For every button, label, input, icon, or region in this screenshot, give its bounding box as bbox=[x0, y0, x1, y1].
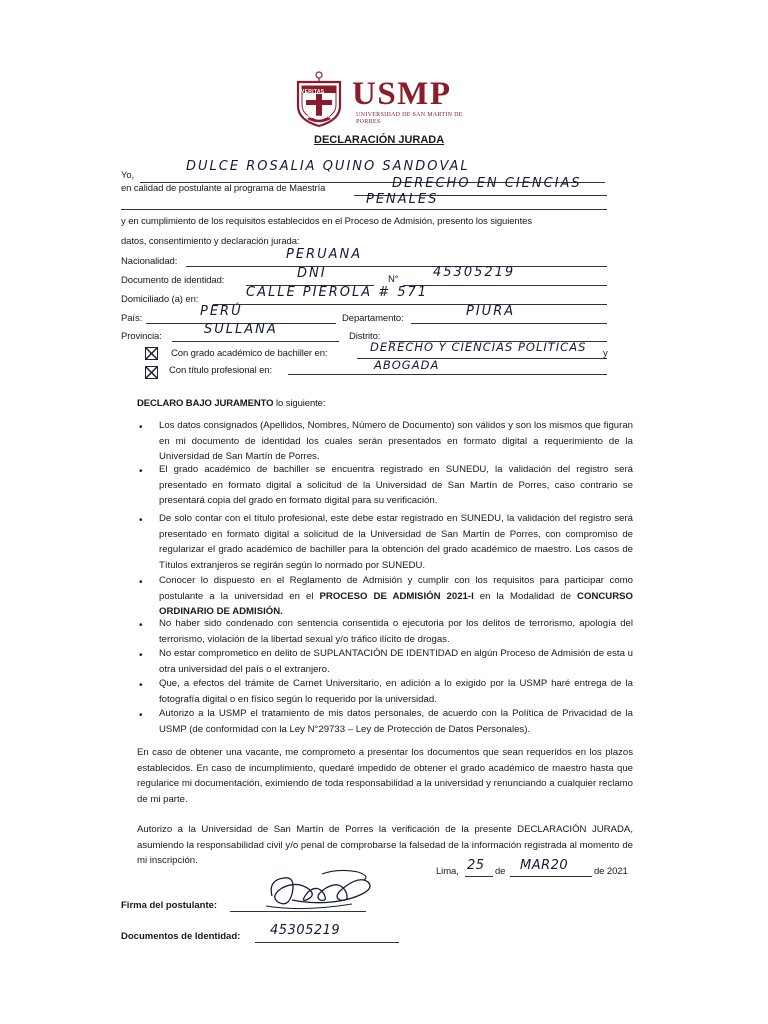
bullet-dot: • bbox=[139, 515, 143, 526]
bullet-item-1: Los datos consignados (Apellidos, Nombres, Número de Documento) son válidos y son los mismos que figuran en mi documento de identidad los cuales serán presentados en formato digital a requerimiento de la Universidad de San Martín de Porres. bbox=[159, 420, 633, 462]
fecha-lugar: Lima, bbox=[436, 866, 459, 877]
crest-icon bbox=[292, 70, 346, 128]
numero-label: N° bbox=[388, 274, 399, 285]
bullet-dot: • bbox=[139, 466, 143, 477]
check-x-icon bbox=[146, 348, 157, 359]
numero-value: 45305219 bbox=[433, 265, 516, 280]
cumplimiento-text-2: datos, consentimiento y declaración jurada: bbox=[121, 236, 300, 247]
departamento-value: PIURA bbox=[466, 304, 516, 319]
fecha-dia: 25 bbox=[467, 858, 485, 873]
departamento-label: Departamento: bbox=[342, 313, 404, 324]
nacionalidad-value: PERUANA bbox=[286, 247, 363, 262]
bullet-4-text-b: en la Modalidad de bbox=[473, 590, 578, 602]
logo-subtitle: UNIVERSIDAD DE SAN MARTIN DE PORRES bbox=[356, 112, 463, 125]
doc-identidad-line bbox=[255, 942, 399, 943]
bachiller-suffix: y bbox=[603, 348, 608, 359]
domicilio-label: Domiciliado (a) en: bbox=[121, 294, 199, 305]
fecha-anio: de 2021 bbox=[594, 866, 628, 877]
provincia-line bbox=[172, 341, 339, 342]
bullet-dot: • bbox=[139, 680, 143, 691]
documento-value: DNI bbox=[297, 266, 327, 281]
vacante-paragraph: En caso de obtener una vacante, me comprometo a presentar los documentos que sean requeridos en los plazos establecidos. En caso de incumplimiento, quedaré impedido de obtener el grado académico de maestro hasta que regularice mi documentación, eximiendo de toda responsabilidad a la universidad y renunciando a cualquier reclamo de mi parte. bbox=[137, 747, 633, 805]
bullet-dot: • bbox=[139, 422, 143, 433]
fecha-dia-line bbox=[465, 876, 493, 877]
titulo-label: Con título profesional en: bbox=[169, 365, 273, 376]
signature-scribble bbox=[262, 866, 382, 916]
check-x-icon bbox=[146, 367, 157, 378]
bullet-4-concurso: CONCURSO ORDINARIO DE ADMISIÓN. bbox=[159, 590, 634, 617]
provincia-value: SULLANA bbox=[204, 322, 278, 337]
usmp-logo bbox=[290, 70, 470, 130]
firma-label: Firma del postulante: bbox=[121, 900, 218, 911]
fecha-mes: MAR20 bbox=[520, 858, 569, 873]
titulo-line bbox=[288, 374, 607, 375]
doc-identidad-value: 45305219 bbox=[270, 923, 341, 938]
bullet-4-proceso: PROCESO DE ADMISIÓN 2021-I bbox=[319, 590, 474, 602]
distrito-label: Distrito: bbox=[349, 331, 381, 342]
yo-label: Yo, bbox=[121, 170, 135, 181]
crest-motto-bottom: LIBERABIT VOS bbox=[304, 115, 334, 119]
programa-line-2 bbox=[121, 209, 607, 210]
pais-label: País: bbox=[121, 313, 143, 324]
bullet-item-7: Que, a efectos del trámite de Carnet Universitario, en adición a lo exigido por la USMP haré entrega de la fotografía digital o en físico según lo requerido por la universidad. bbox=[159, 678, 633, 705]
numero-line bbox=[403, 285, 607, 286]
bachiller-label: Con grado académico de bachiller en: bbox=[171, 348, 328, 359]
domicilio-line bbox=[213, 304, 607, 305]
postulante-label: en calidad de postulante al programa de Maestría bbox=[121, 183, 326, 194]
bullet-dot: • bbox=[139, 577, 143, 588]
doc-identidad-label: Documentos de Identidad: bbox=[121, 931, 241, 942]
nacionalidad-line bbox=[186, 266, 607, 267]
bullet-item-8: Autorizo a la USMP el tratamiento de mis datos personales, de acuerdo con la Política de Privacidad de la USMP (de conformidad con la Ley N°29733 – Ley de Protección de Datos Personales). bbox=[159, 708, 633, 735]
pais-value: PERÚ bbox=[200, 304, 243, 319]
logo-wordmark: USMP bbox=[352, 76, 452, 112]
provincia-label: Provincia: bbox=[121, 331, 162, 342]
bullet-4-text-a: Conocer lo dispuesto en el Reglamento de Admisión y cumplir con los requisitos para participar como postulante a la universidad en el bbox=[159, 575, 633, 602]
yo-value: DULCE ROSALIA QUINO SANDOVAL bbox=[186, 159, 470, 174]
bullet-item-4 bbox=[159, 573, 633, 620]
titulo-checkbox[interactable] bbox=[145, 366, 158, 379]
programa-value-1: DERECHO EN CIENCIAS bbox=[392, 176, 582, 191]
declaro-rest: lo siguiente: bbox=[273, 398, 326, 409]
fecha-de: de bbox=[495, 866, 506, 877]
domicilio-value: CALLE PIEROLA # 571 bbox=[246, 285, 429, 300]
nacionalidad-label: Nacionalidad: bbox=[121, 256, 178, 267]
bullet-item-6: No estar comprometico en delito de SUPLANTACIÓN DE IDENTIDAD en algún Proceso de Admisión de esta u otra universidad del país o el extranjero. bbox=[159, 648, 633, 675]
cumplimiento-text-1: y en cumplimiento de los requisitos establecidos en el Proceso de Admisión, presento los siguientes bbox=[121, 216, 532, 227]
bullet-item-3: De solo contar con el título profesional, este debe estar registrado en SUNEDU, la validación del registro será presentado en formato digital a solicitud de la Universidad de San Martín de Porres, con compromiso de regularizar el grado académico de bachiller para la obtención del grado académico de maestro. Los casos de Títulos extranjeros se regirán según lo normado por SUNEDU. bbox=[159, 513, 633, 571]
declaro-heading bbox=[137, 398, 325, 409]
crest-motto-top: VERITAS bbox=[301, 89, 325, 95]
bachiller-value: DERECHO Y CIENCIAS POLITICAS bbox=[370, 340, 587, 354]
bachiller-checkbox[interactable] bbox=[145, 347, 158, 360]
bullet-dot: • bbox=[139, 650, 143, 661]
titulo-value: ABOGADA bbox=[374, 358, 440, 372]
bullet-item-2: El grado académico de bachiller se encuentra registrado en SUNEDU, la validación del registro será presentado en formato digital a solicitud de la Universidad de San Martín de Porres, caso contrario se presentará copia del grado en formato digital para su verificación. bbox=[159, 464, 633, 506]
departamento-line bbox=[411, 323, 607, 324]
document-title: DECLARACIÓN JURADA bbox=[314, 134, 445, 146]
programa-value-2: PENALES bbox=[366, 192, 439, 207]
fecha-mes-line bbox=[510, 876, 592, 877]
bullet-dot: • bbox=[139, 710, 143, 721]
declaro-bold: DECLARO BAJO JURAMENTO bbox=[137, 398, 274, 409]
bullet-item-5: No haber sido condenado con sentencia consentida o ejecutoria por los delitos de terrorismo, apología del terrorismo, violación de la libertad sexual y/o tráfico ilícito de drogas. bbox=[159, 618, 633, 645]
documento-label: Documento de identidad: bbox=[121, 275, 225, 286]
autorizo-paragraph: Autorizo a la Universidad de San Martín de Porres la verificación de la presente DECLARACIÓN JURADA, asumiendo la responsabilidad civil y/o penal de comprobarse la falsedad de la información registrada al momento de mi inscripción. bbox=[137, 824, 633, 866]
bullet-dot: • bbox=[139, 620, 143, 631]
